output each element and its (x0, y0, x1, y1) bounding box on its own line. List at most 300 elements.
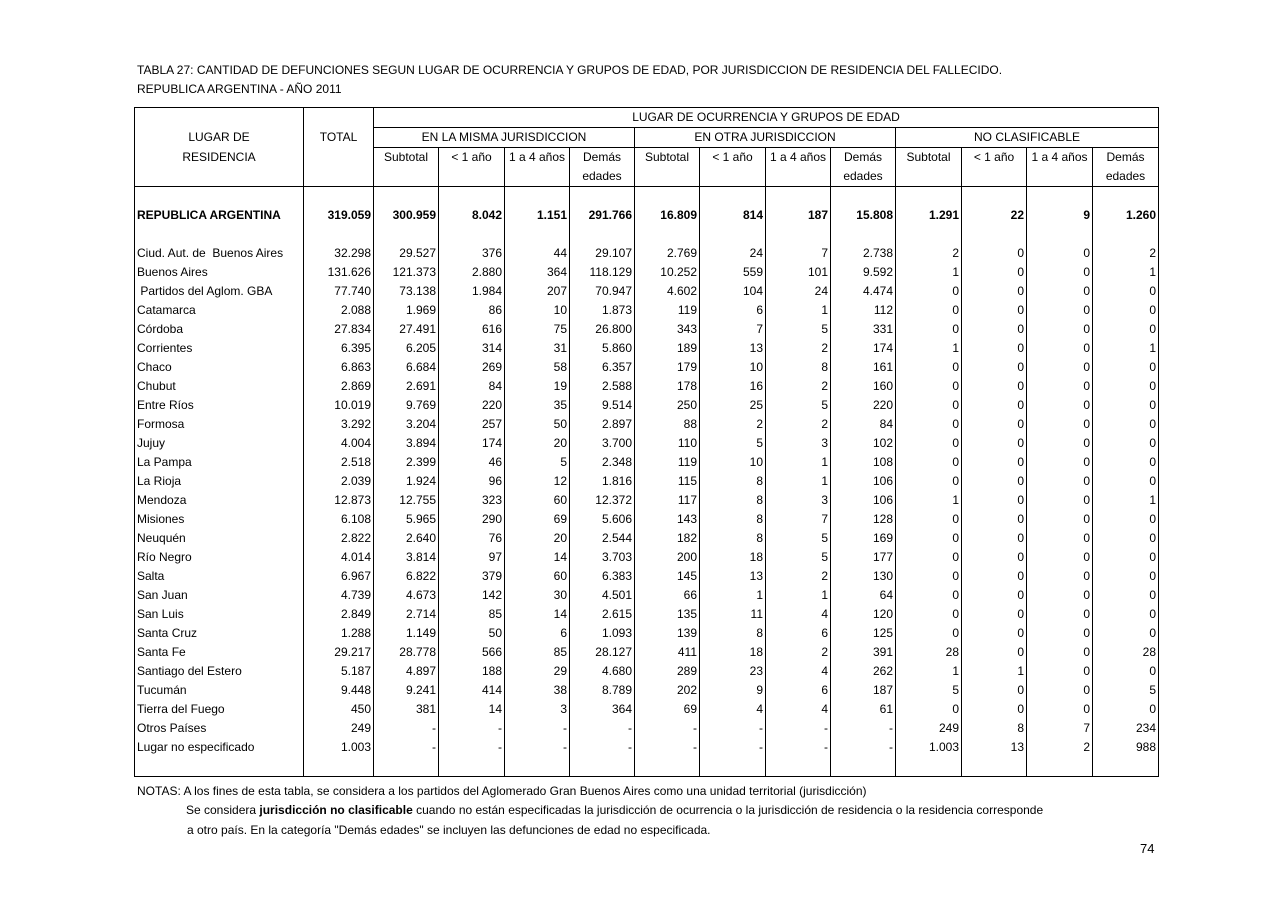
jurisdiction-name: Formosa (137, 417, 185, 431)
value-cell: 18 (700, 548, 766, 567)
value-cell: 2.640 (374, 529, 439, 548)
value-cell: 2.348 (570, 453, 635, 472)
value-cell: 84 (831, 415, 896, 434)
value-cell: 27.491 (374, 320, 439, 339)
value-cell: 7 (700, 320, 766, 339)
value-cell: 3.700 (570, 434, 635, 453)
value-cell: - (766, 738, 831, 757)
value-cell: 269 (439, 358, 505, 377)
value-cell: 0 (896, 301, 962, 320)
value-cell: 616 (439, 320, 505, 339)
value-cell: 7 (766, 510, 831, 529)
table-title: TABLA 27: CANTIDAD DE DEFUNCIONES SEGUN LUGAR DE OCURRENCIA Y GRUPOS DE EDAD, POR JURISDICCION DE RESIDENCIA DEL FALLECIDO. (137, 63, 1003, 77)
value-cell: 207 (505, 282, 570, 301)
value-cell: 4 (766, 700, 831, 719)
value-cell: 1.260 (1093, 206, 1159, 225)
value-cell: 0 (896, 586, 962, 605)
value-cell: 1 (896, 263, 962, 282)
value-cell: 10 (505, 301, 570, 320)
value-cell: 0 (896, 453, 962, 472)
value-cell: 220 (831, 396, 896, 415)
value-cell: 29.107 (570, 244, 635, 263)
jurisdiction-name: Buenos Aires (137, 265, 208, 279)
value-cell: 76 (439, 529, 505, 548)
value-cell: 26.800 (570, 320, 635, 339)
value-cell: 0 (896, 358, 962, 377)
value-cell: 0 (1093, 605, 1159, 624)
value-cell: 10.252 (635, 263, 700, 282)
value-cell: 5.187 (304, 662, 374, 681)
value-cell: 13 (700, 339, 766, 358)
value-cell: 1 (766, 301, 831, 320)
jurisdiction-name: Jujuy (137, 436, 166, 450)
value-cell: 0 (1027, 396, 1093, 415)
subheader: < 1 año (700, 148, 766, 168)
value-cell: 120 (831, 605, 896, 624)
value-cell: 1.984 (439, 282, 505, 301)
header-row-3 (135, 148, 1159, 168)
value-cell: 161 (831, 358, 896, 377)
value-cell: 6 (766, 681, 831, 700)
table-row (135, 415, 1159, 434)
value-cell: 2 (766, 643, 831, 662)
notes-line-3: a otro país. En la categoría "Demás edades" se incluyen las defunciones de edad no especificada. (187, 823, 711, 837)
table-subtitle: REPUBLICA ARGENTINA - AÑO 2011 (137, 82, 342, 96)
super-header: LUGAR DE OCURRENCIA Y GRUPOS DE EDAD (374, 108, 1159, 128)
notes-text: Se considera (186, 803, 260, 817)
value-cell: 0 (1093, 700, 1159, 719)
value-cell: 0 (896, 434, 962, 453)
value-cell: 0 (962, 377, 1027, 396)
table-row (135, 510, 1159, 529)
value-cell: 1 (766, 472, 831, 491)
value-cell: 0 (896, 529, 962, 548)
group-header-noclas: NO CLASIFICABLE (896, 128, 1159, 148)
value-cell: 0 (1093, 415, 1159, 434)
value-cell: 28 (896, 643, 962, 662)
value-cell: 319.059 (304, 206, 374, 225)
value-cell: 3 (766, 434, 831, 453)
value-cell: 12.873 (304, 491, 374, 510)
value-cell: 0 (962, 605, 1027, 624)
value-cell: 2 (1027, 738, 1093, 757)
value-cell: 69 (635, 700, 700, 719)
value-cell: - (635, 719, 700, 738)
jurisdiction-name: San Juan (137, 588, 188, 602)
subheader: Demás (831, 148, 896, 168)
value-cell: 2 (766, 567, 831, 586)
subheader: Demás (570, 148, 635, 168)
value-cell: 6.684 (374, 358, 439, 377)
value-cell: 8 (700, 529, 766, 548)
value-cell: 1.003 (896, 738, 962, 757)
value-cell: 0 (1093, 567, 1159, 586)
jurisdiction-name: Entre Ríos (137, 398, 194, 412)
value-cell: - (831, 738, 896, 757)
value-cell: 11 (700, 605, 766, 624)
jurisdiction-name: La Rioja (137, 474, 182, 488)
value-cell: 1 (896, 339, 962, 358)
value-cell: - (374, 738, 439, 757)
value-cell: 0 (896, 700, 962, 719)
subheader: 1 a 4 años (766, 148, 831, 168)
value-cell: 0 (1093, 662, 1159, 681)
value-cell: 0 (962, 434, 1027, 453)
value-cell: 12.372 (570, 491, 635, 510)
value-cell: 0 (1093, 434, 1159, 453)
value-cell: 0 (896, 548, 962, 567)
value-cell: 58 (505, 358, 570, 377)
table-row (135, 491, 1159, 510)
value-cell: 391 (831, 643, 896, 662)
value-cell: 0 (1027, 301, 1093, 320)
value-cell: 2 (1093, 244, 1159, 263)
jurisdiction-name: Neuquén (137, 531, 186, 545)
value-cell: 0 (1093, 510, 1159, 529)
value-cell: 102 (831, 434, 896, 453)
value-cell: 0 (1093, 453, 1159, 472)
table-row (135, 586, 1159, 605)
value-cell: 0 (1027, 339, 1093, 358)
jurisdiction-name: Ciud. Aut. de Buenos Aires (137, 246, 284, 260)
value-cell: 117 (635, 491, 700, 510)
value-cell: 0 (1027, 472, 1093, 491)
value-cell: 8.789 (570, 681, 635, 700)
subheader: < 1 año (439, 148, 505, 168)
value-cell: 0 (962, 472, 1027, 491)
jurisdiction-name: La Pampa (137, 455, 192, 469)
value-cell: 6.395 (304, 339, 374, 358)
value-cell: 20 (505, 529, 570, 548)
value-cell: 2.822 (304, 529, 374, 548)
value-cell: 2.869 (304, 377, 374, 396)
value-cell: 0 (962, 548, 1027, 567)
value-cell: 10 (700, 453, 766, 472)
value-cell: 19 (505, 377, 570, 396)
value-cell: 0 (896, 624, 962, 643)
value-cell: 1.151 (505, 206, 570, 225)
value-cell: 85 (505, 643, 570, 662)
value-cell: 0 (1027, 681, 1093, 700)
value-cell: 331 (831, 320, 896, 339)
table-row (135, 282, 1159, 301)
value-cell: 119 (635, 453, 700, 472)
jurisdiction-name: Catamarca (137, 303, 196, 317)
value-cell: 22 (962, 206, 1027, 225)
value-cell: 0 (1027, 700, 1093, 719)
value-cell: 2.399 (374, 453, 439, 472)
value-cell: 2.714 (374, 605, 439, 624)
subheader: Demás (1093, 148, 1159, 168)
value-cell: 257 (439, 415, 505, 434)
value-cell: 0 (1093, 358, 1159, 377)
value-cell: - (570, 738, 635, 757)
value-cell: 118.129 (570, 263, 635, 282)
value-cell: 0 (962, 320, 1027, 339)
header-row-4 (135, 167, 1159, 187)
value-cell: 411 (635, 643, 700, 662)
value-cell: 0 (1093, 472, 1159, 491)
table-row (135, 320, 1159, 339)
value-cell: 135 (635, 605, 700, 624)
value-cell: 4.474 (831, 282, 896, 301)
jurisdiction-name: San Luis (137, 607, 184, 621)
value-cell: 178 (635, 377, 700, 396)
value-cell: 414 (439, 681, 505, 700)
jurisdiction-name: Córdoba (137, 322, 184, 336)
jurisdiction-name: Santa Cruz (137, 626, 198, 640)
value-cell: 0 (962, 358, 1027, 377)
table-row (135, 263, 1159, 282)
value-cell: 0 (1027, 415, 1093, 434)
table-row (135, 453, 1159, 472)
value-cell: 343 (635, 320, 700, 339)
value-cell: 8 (700, 491, 766, 510)
value-cell: 9.514 (570, 396, 635, 415)
table-row (135, 358, 1159, 377)
value-cell: 60 (505, 567, 570, 586)
table-row (135, 719, 1159, 738)
value-cell: 0 (1093, 282, 1159, 301)
value-cell: 1 (766, 586, 831, 605)
value-cell: - (439, 738, 505, 757)
value-cell: 0 (1027, 358, 1093, 377)
value-cell: 30 (505, 586, 570, 605)
value-cell: 5.606 (570, 510, 635, 529)
value-cell: 4 (766, 662, 831, 681)
value-cell: 314 (439, 339, 505, 358)
value-cell: 2.518 (304, 453, 374, 472)
value-cell: 145 (635, 567, 700, 586)
value-cell: 96 (439, 472, 505, 491)
value-cell: 125 (831, 624, 896, 643)
value-cell: 0 (1027, 263, 1093, 282)
value-cell: 28.127 (570, 643, 635, 662)
summary-row (135, 206, 1159, 225)
value-cell: 143 (635, 510, 700, 529)
value-cell: 1.816 (570, 472, 635, 491)
table-row (135, 624, 1159, 643)
value-cell: 2.897 (570, 415, 635, 434)
value-cell: 108 (831, 453, 896, 472)
value-cell: 32.298 (304, 244, 374, 263)
jurisdiction-name: Otros Países (137, 721, 207, 735)
value-cell: 6.383 (570, 567, 635, 586)
value-cell: 2.615 (570, 605, 635, 624)
value-cell: 4.897 (374, 662, 439, 681)
value-cell: 73.138 (374, 282, 439, 301)
value-cell: 75 (505, 320, 570, 339)
table-row (135, 548, 1159, 567)
value-cell: 4 (700, 700, 766, 719)
value-cell: 0 (1027, 244, 1093, 263)
table-row (135, 301, 1159, 320)
value-cell: 0 (962, 396, 1027, 415)
value-cell: 29.217 (304, 643, 374, 662)
table-row (135, 244, 1159, 263)
value-cell: 5 (766, 529, 831, 548)
value-cell: 450 (304, 700, 374, 719)
value-cell: 130 (831, 567, 896, 586)
value-cell: 77.740 (304, 282, 374, 301)
value-cell: 0 (1027, 567, 1093, 586)
value-cell: 0 (962, 510, 1027, 529)
value-cell: 1.873 (570, 301, 635, 320)
value-cell: 119 (635, 301, 700, 320)
value-cell: 189 (635, 339, 700, 358)
table-row (135, 738, 1159, 757)
subheader-2: edades (831, 167, 896, 187)
value-cell: 0 (962, 643, 1027, 662)
value-cell: 0 (962, 301, 1027, 320)
value-cell: 1 (1093, 491, 1159, 510)
value-cell: 988 (1093, 738, 1159, 757)
subheader: 1 a 4 años (1027, 148, 1093, 168)
value-cell: 0 (1027, 605, 1093, 624)
value-cell: 0 (962, 529, 1027, 548)
value-cell: 234 (1093, 719, 1159, 738)
value-cell: 0 (1093, 301, 1159, 320)
jurisdiction-name: Tucumán (137, 683, 187, 697)
value-cell: 9 (1027, 206, 1093, 225)
lugar-header-2: RESIDENCIA (182, 149, 256, 164)
value-cell: 6 (766, 624, 831, 643)
value-cell: 0 (962, 453, 1027, 472)
spacer-row (135, 187, 1159, 207)
value-cell: 0 (1027, 434, 1093, 453)
value-cell: 250 (635, 396, 700, 415)
header-row-1 (135, 108, 1159, 128)
table-row (135, 529, 1159, 548)
jurisdiction-name: Tierra del Fuego (137, 702, 225, 716)
value-cell: 0 (962, 415, 1027, 434)
value-cell: 0 (962, 339, 1027, 358)
value-cell: 0 (1027, 586, 1093, 605)
value-cell: 0 (1093, 586, 1159, 605)
value-cell: 66 (635, 586, 700, 605)
value-cell: 0 (1027, 282, 1093, 301)
value-cell: 4.004 (304, 434, 374, 453)
value-cell: 2.880 (439, 263, 505, 282)
value-cell: 0 (1093, 377, 1159, 396)
value-cell: 4.673 (374, 586, 439, 605)
value-cell: 188 (439, 662, 505, 681)
value-cell: 5 (505, 453, 570, 472)
value-cell: 24 (766, 282, 831, 301)
value-cell: 182 (635, 529, 700, 548)
value-cell: - (700, 719, 766, 738)
value-cell: 0 (962, 491, 1027, 510)
value-cell: 6.108 (304, 510, 374, 529)
value-cell: 1 (962, 662, 1027, 681)
value-cell: 4.501 (570, 586, 635, 605)
value-cell: 15.808 (831, 206, 896, 225)
value-cell: 0 (1093, 624, 1159, 643)
value-cell: 0 (962, 681, 1027, 700)
value-cell: 112 (831, 301, 896, 320)
value-cell: 200 (635, 548, 700, 567)
value-cell: 5 (700, 434, 766, 453)
value-cell: 0 (1027, 491, 1093, 510)
value-cell: 1.291 (896, 206, 962, 225)
value-cell: 3.292 (304, 415, 374, 434)
value-cell: 8 (700, 472, 766, 491)
value-cell: 0 (962, 244, 1027, 263)
spacer-row (135, 757, 1159, 777)
value-cell: 27.834 (304, 320, 374, 339)
table-row (135, 377, 1159, 396)
value-cell: 50 (439, 624, 505, 643)
value-cell: 14 (505, 548, 570, 567)
value-cell: 323 (439, 491, 505, 510)
value-cell: 0 (896, 510, 962, 529)
value-cell: 29 (505, 662, 570, 681)
value-cell: 85 (439, 605, 505, 624)
value-cell: 0 (962, 586, 1027, 605)
value-cell: 0 (1027, 662, 1093, 681)
value-cell: 2 (766, 415, 831, 434)
value-cell: 5.965 (374, 510, 439, 529)
value-cell: 10 (700, 358, 766, 377)
value-cell: 5.860 (570, 339, 635, 358)
table-row (135, 662, 1159, 681)
value-cell: 18 (700, 643, 766, 662)
value-cell: 2.039 (304, 472, 374, 491)
value-cell: 0 (896, 282, 962, 301)
value-cell: 13 (962, 738, 1027, 757)
value-cell: 291.766 (570, 206, 635, 225)
value-cell: 6.822 (374, 567, 439, 586)
value-cell: 1.093 (570, 624, 635, 643)
value-cell: 174 (831, 339, 896, 358)
subheader: Subtotal (896, 148, 962, 168)
value-cell: 128 (831, 510, 896, 529)
deaths-table (134, 107, 1159, 777)
value-cell: 1.288 (304, 624, 374, 643)
value-cell: 364 (570, 700, 635, 719)
value-cell: 10.019 (304, 396, 374, 415)
value-cell: 249 (896, 719, 962, 738)
table-row (135, 396, 1159, 415)
value-cell: 2.738 (831, 244, 896, 263)
value-cell: 3 (766, 491, 831, 510)
value-cell: 2 (896, 244, 962, 263)
value-cell: 61 (831, 700, 896, 719)
value-cell: - (635, 738, 700, 757)
value-cell: 4.602 (635, 282, 700, 301)
value-cell: 1 (1093, 263, 1159, 282)
value-cell: 139 (635, 624, 700, 643)
table-row (135, 643, 1159, 662)
value-cell: 0 (1093, 320, 1159, 339)
subheader: < 1 año (962, 148, 1027, 168)
value-cell: 0 (896, 415, 962, 434)
value-cell: 249 (304, 719, 374, 738)
notes-line-2 (186, 803, 1043, 817)
value-cell: 0 (896, 472, 962, 491)
value-cell: 814 (700, 206, 766, 225)
group-header-otra: EN OTRA JURISDICCION (635, 128, 896, 148)
value-cell: 0 (1027, 510, 1093, 529)
value-cell: 8 (766, 358, 831, 377)
value-cell: 6.863 (304, 358, 374, 377)
value-cell: 14 (439, 700, 505, 719)
value-cell: 0 (1093, 548, 1159, 567)
value-cell: 169 (831, 529, 896, 548)
value-cell: 0 (896, 567, 962, 586)
value-cell: 9.592 (831, 263, 896, 282)
value-cell: 64 (831, 586, 896, 605)
